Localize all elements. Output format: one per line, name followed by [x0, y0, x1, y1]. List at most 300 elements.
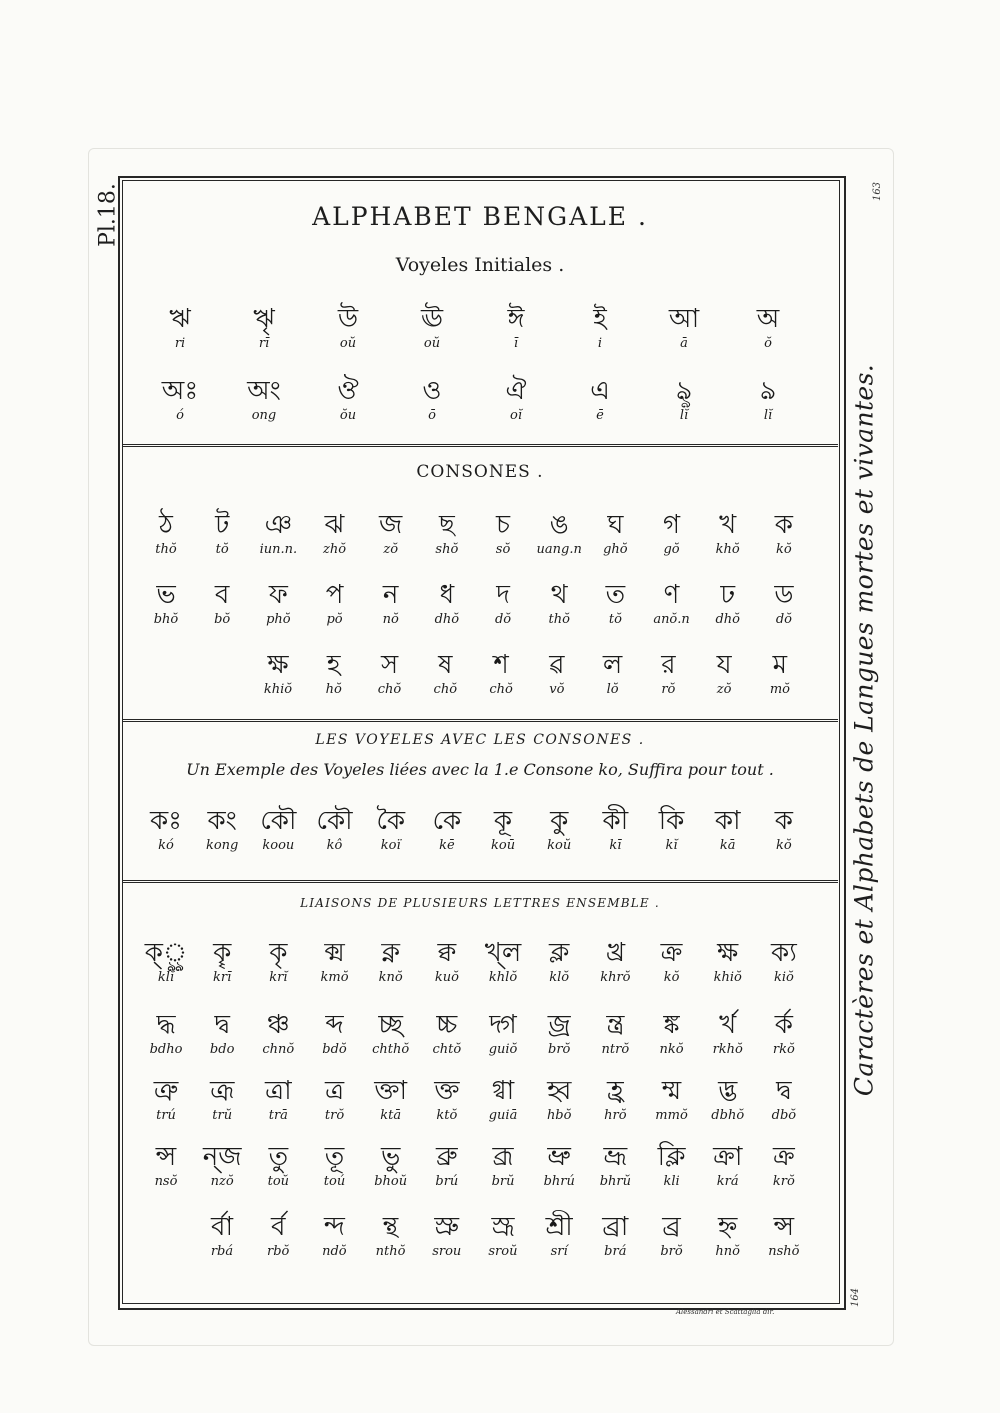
- transliteration-label: kā: [719, 838, 736, 853]
- letter-cell: [252, 1076, 304, 1124]
- transliteration-label: koï: [380, 838, 401, 853]
- bengali-glyph: ন্ত্র: [606, 1010, 625, 1040]
- transliteration-label: sŏ: [495, 542, 511, 557]
- transliteration-label: ē: [596, 408, 604, 423]
- transliteration-label: kô: [326, 838, 343, 853]
- transliteration-label: toú: [323, 1174, 346, 1189]
- transliteration-label: chnŏ: [262, 1042, 295, 1057]
- bengali-glyph: র্খ: [719, 1010, 737, 1040]
- bengali-glyph: ন্দ: [323, 1212, 345, 1242]
- transliteration-label: ō: [428, 408, 436, 423]
- transliteration-label: trŭ: [212, 1108, 233, 1123]
- transliteration-label: trŏ: [324, 1108, 345, 1123]
- letter-cell: [365, 1142, 417, 1190]
- bengali-glyph: হ্ব: [547, 1076, 572, 1106]
- transliteration-label: zhŏ: [322, 542, 347, 557]
- bengali-glyph: দ্ভ: [718, 1076, 738, 1106]
- letter-cell: [702, 580, 754, 628]
- letter-cell: [646, 1142, 698, 1190]
- bengali-glyph: ক্ল: [549, 938, 570, 968]
- letter-cell: [309, 1076, 361, 1124]
- bengali-glyph: ক্র: [773, 1142, 795, 1172]
- letter-cell: [589, 1142, 641, 1190]
- bengali-glyph: দ্ব: [214, 1010, 230, 1040]
- letter-cell: [477, 1076, 529, 1124]
- bengali-glyph: ক্ব: [437, 938, 457, 968]
- transliteration-label: koŭ: [547, 838, 572, 853]
- bengali-glyph: থ: [550, 580, 568, 610]
- transliteration-label: bhoŭ: [374, 1174, 408, 1189]
- transliteration-label: chŏ: [433, 682, 458, 697]
- letter-cell: [140, 580, 192, 628]
- bengali-glyph: কা: [714, 806, 741, 836]
- bengali-glyph: র্ক: [774, 1010, 793, 1040]
- letter-cell: [646, 1076, 698, 1124]
- letter-cell: [742, 376, 794, 424]
- letter-cell: [533, 1212, 585, 1260]
- letter-cell: [322, 376, 374, 424]
- ligature-row: [140, 1010, 810, 1058]
- letter-cell: [154, 376, 206, 424]
- letter-cell: [702, 1076, 754, 1124]
- bengali-glyph: ঢ: [720, 580, 736, 610]
- transliteration-label: bdŏ: [322, 1042, 347, 1057]
- letter-cell: [196, 1010, 248, 1058]
- bengali-glyph: ন্থ: [382, 1212, 399, 1242]
- letter-cell: [322, 304, 374, 352]
- bengali-glyph: ত্র: [324, 1076, 345, 1106]
- letter-cell: [421, 1142, 473, 1190]
- letter-cell: [154, 304, 206, 352]
- letter-cell: [702, 1212, 754, 1260]
- consonant-row: [140, 510, 810, 558]
- letter-cell: [309, 1010, 361, 1058]
- bengali-glyph: হ্র: [607, 1076, 624, 1106]
- transliteration-label: hŏ: [325, 682, 342, 697]
- bengali-glyph: ত: [605, 580, 626, 610]
- letter-cell: [252, 580, 304, 628]
- letter-cell: [490, 304, 542, 352]
- letter-cell: [477, 1142, 529, 1190]
- bengali-glyph: ব্দ: [325, 1010, 344, 1040]
- bengali-glyph: ৠ: [253, 304, 275, 334]
- bengali-glyph: ঠ: [159, 510, 173, 540]
- transliteration-label: i: [597, 336, 603, 351]
- bengali-glyph: জ্র: [547, 1010, 571, 1040]
- bengali-glyph: ড: [774, 580, 794, 610]
- letter-cell: [309, 1142, 361, 1190]
- letter-cell: [252, 1212, 304, 1260]
- letter-cell: [196, 938, 248, 986]
- letter-cell: [702, 1142, 754, 1190]
- transliteration-label: khiŏ: [263, 682, 293, 697]
- letter-cell: [365, 938, 417, 986]
- letter-cell: [758, 938, 810, 986]
- letter-cell: [196, 1076, 248, 1124]
- transliteration-label: dŏ: [775, 612, 792, 627]
- transliteration-label: klĭ: [157, 970, 175, 985]
- transliteration-label: kuŏ: [434, 970, 459, 985]
- letter-cell: [140, 1142, 192, 1190]
- engraver-credit: Alessandri et Scattaglia dir.: [676, 1308, 775, 1316]
- bengali-glyph: ও: [422, 376, 442, 406]
- transliteration-label: mŏ: [769, 682, 790, 697]
- bengali-glyph: ব্রু: [436, 1142, 458, 1172]
- page-number-bottom: 164: [850, 1287, 862, 1308]
- transliteration-label: khŏ: [715, 542, 740, 557]
- letter-cell: [758, 510, 810, 558]
- letter-cell: [406, 304, 458, 352]
- bengali-glyph: কৌ: [316, 806, 353, 836]
- transliteration-label: trā: [268, 1108, 288, 1123]
- letter-cell: [252, 806, 304, 854]
- section-divider: [122, 880, 838, 883]
- bengali-glyph: কু: [550, 806, 569, 836]
- bengali-glyph: ক্র: [660, 938, 683, 968]
- letter-cell: [589, 580, 641, 628]
- transliteration-label: lĭ: [679, 408, 689, 423]
- transliteration-label: hnŏ: [715, 1244, 740, 1259]
- letter-cell: [252, 1010, 304, 1058]
- bengali-glyph: ভু: [381, 1142, 401, 1172]
- bengali-glyph: ক্ন: [381, 938, 400, 968]
- bengali-glyph: কী: [602, 806, 629, 836]
- bengali-glyph: ঞ্চ: [266, 1010, 290, 1040]
- letter-cell: [758, 806, 810, 854]
- bengali-glyph: এ: [590, 376, 610, 406]
- bengali-glyph: উ: [337, 304, 359, 334]
- bengali-glyph: ধ: [439, 580, 455, 610]
- letter-cell: [252, 938, 304, 986]
- transliteration-label: sroŭ: [488, 1244, 518, 1259]
- bengali-glyph: ঈ: [507, 304, 525, 334]
- bengali-glyph: ত্রা: [265, 1076, 292, 1106]
- ligature-row: [140, 1076, 810, 1124]
- letter-cell: [309, 580, 361, 628]
- transliteration-label: brŭ: [491, 1174, 515, 1189]
- letter-cell: [477, 1010, 529, 1058]
- bengali-glyph: কঃ: [149, 806, 183, 836]
- transliteration-label: rkhŏ: [712, 1042, 743, 1057]
- bengali-glyph: ম: [772, 650, 788, 680]
- transliteration-label: ghŏ: [603, 542, 628, 557]
- bengali-glyph: কৌ: [260, 806, 297, 836]
- letter-cell: [658, 376, 710, 424]
- transliteration-label: pŏ: [326, 612, 343, 627]
- letter-cell: [589, 1010, 641, 1058]
- bengali-glyph: ন্স: [773, 1212, 795, 1242]
- letter-cell: [477, 1212, 529, 1260]
- consonants-heading: CONSONES .: [416, 462, 544, 482]
- letter-cell: [477, 510, 529, 558]
- transliteration-label: tŏ: [215, 542, 229, 557]
- bengali-glyph: চ: [496, 510, 511, 540]
- transliteration-label: kŏ: [776, 838, 792, 853]
- letter-cell: [421, 938, 473, 986]
- bengali-glyph: ন্স: [155, 1142, 177, 1172]
- bengali-glyph: কং: [207, 806, 237, 836]
- bengali-glyph: গ্বা: [491, 1076, 515, 1106]
- bengali-glyph: ভ: [156, 580, 176, 610]
- letter-cell: [365, 580, 417, 628]
- transliteration-label: rbŏ: [267, 1244, 290, 1259]
- transliteration-label: kó: [158, 838, 174, 853]
- letter-cell: [252, 1142, 304, 1190]
- letter-cell: [309, 806, 361, 854]
- transliteration-label: nthŏ: [375, 1244, 406, 1259]
- bengali-glyph: ক্ষ: [717, 938, 739, 968]
- letter-cell: [419, 650, 471, 698]
- transliteration-label: khiŏ: [713, 970, 742, 985]
- letter-cell: [702, 938, 754, 986]
- bengali-glyph: ভ্রূ: [603, 1142, 628, 1172]
- bengali-glyph: র: [661, 650, 676, 680]
- letter-cell: [140, 806, 192, 854]
- transliteration-label: knŏ: [378, 970, 403, 985]
- bengali-glyph: ক্রা: [713, 1142, 743, 1172]
- bengali-glyph: ক: [774, 806, 793, 836]
- bengali-glyph: খ্র: [605, 938, 626, 968]
- letter-cell: [140, 1010, 192, 1058]
- transliteration-label: rbá: [210, 1244, 234, 1259]
- bengali-glyph: র্বা: [210, 1212, 233, 1242]
- letter-cell: [758, 1010, 810, 1058]
- transliteration-label: kong: [205, 838, 239, 853]
- letter-cell: [238, 376, 290, 424]
- transliteration-label: hrŏ: [604, 1108, 627, 1123]
- bengali-glyph: ণ: [663, 580, 680, 610]
- ligature-row: [196, 1212, 810, 1260]
- letter-cell: [365, 1212, 417, 1260]
- transliteration-label: krĭ: [269, 970, 288, 985]
- letter-cell: [646, 938, 698, 986]
- bengali-glyph: ঌ: [760, 376, 776, 406]
- bengali-glyph: ক্ষ: [267, 650, 289, 680]
- letter-cell: [490, 376, 542, 424]
- transliteration-label: uang.n: [536, 542, 582, 557]
- transliteration-label: dhŏ: [434, 612, 460, 627]
- letter-cell: [196, 580, 248, 628]
- letter-cell: [421, 806, 473, 854]
- letter-cell: [365, 510, 417, 558]
- bengali-glyph: ফ: [268, 580, 288, 610]
- letter-cell: [533, 938, 585, 986]
- transliteration-label: lŏ: [606, 682, 619, 697]
- letter-cell: [589, 510, 641, 558]
- transliteration-label: thŏ: [548, 612, 570, 627]
- letter-cell: [698, 650, 750, 698]
- transliteration-label: brŏ: [660, 1244, 683, 1259]
- transliteration-label: kŏ: [663, 970, 680, 985]
- transliteration-label: kē: [439, 838, 455, 853]
- transliteration-label: kli: [663, 1174, 680, 1189]
- bengali-glyph: ল: [602, 650, 623, 680]
- transliteration-label: dbŏ: [771, 1108, 797, 1123]
- transliteration-label: chŏ: [489, 682, 513, 697]
- bengali-glyph: শ: [493, 650, 509, 680]
- letter-cell: [477, 938, 529, 986]
- ligature-row: [140, 938, 810, 986]
- letter-cell: [309, 510, 361, 558]
- transliteration-label: kmŏ: [320, 970, 349, 985]
- section-divider: [122, 444, 838, 447]
- letter-cell: [475, 650, 527, 698]
- transliteration-label: rī: [258, 336, 270, 351]
- letter-cell: [421, 580, 473, 628]
- bengali-glyph: ক্লি: [657, 1142, 686, 1172]
- bengali-glyph: প: [325, 580, 344, 610]
- bengali-glyph: ঞ: [264, 510, 293, 540]
- bengali-glyph: ঊ: [420, 304, 444, 334]
- letter-cell: [758, 580, 810, 628]
- letter-cell: [702, 1010, 754, 1058]
- ligatures-heading: LIAISONS DE PLUSIEURS LETTRES ENSEMBLE .: [300, 896, 660, 910]
- bengali-glyph: ক্তা: [374, 1076, 408, 1106]
- letter-cell: [365, 1076, 417, 1124]
- bengali-glyph: গ: [663, 510, 681, 540]
- bengali-glyph: ত্রূ: [209, 1076, 235, 1106]
- transliteration-label: nsŏ: [154, 1174, 178, 1189]
- letter-cell: [574, 376, 626, 424]
- bengali-glyph: খ: [719, 510, 737, 540]
- transliteration-label: dŏ: [494, 612, 512, 627]
- transliteration-label: ó: [176, 408, 184, 423]
- bengali-glyph: ভ্রু: [547, 1142, 571, 1172]
- bengali-glyph: দ্ব: [776, 1076, 792, 1106]
- bengali-glyph: ব: [214, 580, 230, 610]
- letter-cell: [589, 1076, 641, 1124]
- bengali-glyph: র্ব: [270, 1212, 286, 1242]
- transliteration-label: koou: [262, 838, 295, 853]
- transliteration-label: ktŏ: [436, 1108, 458, 1123]
- transliteration-label: srí: [550, 1244, 568, 1259]
- transliteration-label: shŏ: [435, 542, 459, 557]
- transliteration-label: zŏ: [716, 682, 732, 697]
- bengali-glyph: ৱ: [549, 650, 565, 680]
- transliteration-label: ri: [174, 336, 186, 351]
- transliteration-label: krá: [716, 1174, 739, 1189]
- transliteration-label: tŏ: [608, 612, 622, 627]
- bengali-glyph: ক্ম: [324, 938, 345, 968]
- bengali-glyph: ক্ৣ: [144, 938, 188, 968]
- letter-cell: [406, 376, 458, 424]
- letter-cell: [742, 304, 794, 352]
- bengali-glyph: অ: [756, 304, 780, 334]
- letter-cell: [477, 806, 529, 854]
- letter-cell: [758, 1076, 810, 1124]
- bengali-glyph: অং: [247, 376, 281, 406]
- bengali-glyph: ট: [215, 510, 230, 540]
- bengali-glyph: ন্জ: [202, 1142, 242, 1172]
- letter-cell: [589, 1212, 641, 1260]
- transliteration-label: bhŏ: [153, 612, 179, 627]
- transliteration-label: kiŏ: [773, 970, 794, 985]
- consonant-row: [140, 580, 810, 628]
- transliteration-label: toŭ: [267, 1174, 290, 1189]
- transliteration-label: chŏ: [377, 682, 402, 697]
- transliteration-label: gŏ: [663, 542, 680, 557]
- transliteration-label: guiā: [488, 1108, 518, 1123]
- letter-cell: [309, 938, 361, 986]
- bengali-glyph: ঘ: [607, 510, 624, 540]
- transliteration-label: brú: [435, 1174, 459, 1189]
- letter-cell: [196, 806, 248, 854]
- transliteration-label: koū: [490, 838, 516, 853]
- letter-cell: [646, 510, 698, 558]
- bengali-glyph: ঋ: [169, 304, 191, 334]
- letter-cell: [533, 1142, 585, 1190]
- letter-cell: [589, 938, 641, 986]
- transliteration-label: krŏ: [772, 1174, 795, 1189]
- transliteration-label: thŏ: [155, 542, 177, 557]
- letter-cell: [477, 580, 529, 628]
- bengali-glyph: ছ: [438, 510, 455, 540]
- bengali-glyph: কে: [432, 806, 462, 836]
- bengali-glyph: দ্ধ: [156, 1010, 176, 1040]
- letter-cell: [421, 510, 473, 558]
- bengali-glyph: শ্রী: [545, 1212, 573, 1242]
- transliteration-label: ong: [251, 408, 277, 423]
- transliteration-label: nŏ: [382, 612, 399, 627]
- transliteration-label: ktā: [380, 1108, 402, 1123]
- bengali-glyph: কূ: [493, 806, 513, 836]
- letter-cell: [531, 650, 583, 698]
- bengali-glyph: ঔ: [337, 376, 359, 406]
- transliteration-label: bhrú: [543, 1174, 575, 1189]
- letter-cell: [758, 1142, 810, 1190]
- bengali-glyph: ঝ: [324, 510, 345, 540]
- letter-cell: [574, 304, 626, 352]
- letter-cell: [754, 650, 806, 698]
- letter-cell: [658, 304, 710, 352]
- letter-cell: [365, 806, 417, 854]
- transliteration-label: nkŏ: [659, 1042, 684, 1057]
- letter-cell: [702, 806, 754, 854]
- transliteration-label: kŏ: [776, 542, 792, 557]
- letter-cell: [140, 938, 192, 986]
- transliteration-label: rkŏ: [772, 1042, 795, 1057]
- letter-cell: [140, 1076, 192, 1124]
- bengali-glyph: কৈ: [376, 806, 406, 836]
- bengali-glyph: স্রু: [434, 1212, 460, 1242]
- transliteration-label: kĭ: [665, 838, 678, 853]
- bengali-glyph: কি: [658, 806, 685, 836]
- vowel-row: [154, 376, 794, 424]
- bengali-glyph: ঙ্ক: [663, 1010, 680, 1040]
- letter-cell: [252, 510, 304, 558]
- transliteration-label: dbhŏ: [711, 1108, 745, 1123]
- bengali-glyph: য: [716, 650, 732, 680]
- letter-cell: [140, 510, 192, 558]
- transliteration-label: ŏu: [339, 408, 357, 423]
- bengali-glyph: কৄ: [213, 938, 232, 968]
- letter-cell: [646, 1010, 698, 1058]
- transliteration-label: ŏ: [764, 336, 772, 351]
- letter-cell: [196, 510, 248, 558]
- transliteration-label: anŏ.n: [653, 612, 690, 627]
- letter-cell: [646, 1212, 698, 1260]
- consonant-row: [252, 650, 806, 698]
- bengali-glyph: ঐ: [505, 376, 527, 406]
- page-number-top: 163: [872, 181, 884, 202]
- bengali-glyph: ব্রা: [602, 1212, 629, 1242]
- bengali-glyph: ব্রূ: [492, 1142, 514, 1172]
- transliteration-label: oĭ: [510, 408, 522, 423]
- bengali-glyph: তু: [268, 1142, 289, 1172]
- letter-cell: [533, 806, 585, 854]
- bengali-glyph: অঃ: [161, 376, 199, 406]
- bengali-glyph: তূ: [324, 1142, 345, 1172]
